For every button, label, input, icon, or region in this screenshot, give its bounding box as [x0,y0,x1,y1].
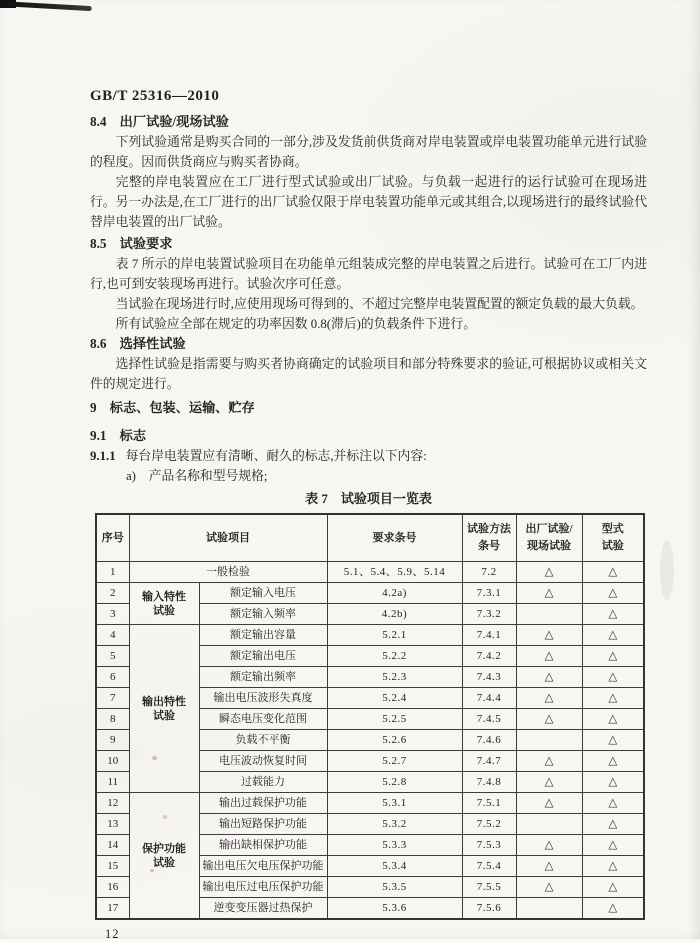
column-header: 型式 试验 [582,514,644,562]
cell-requirement-clause: 5.3.4 [327,856,462,877]
cell-test-method-clause: 7.4.6 [462,730,516,751]
cell-type-test: △ [582,877,644,898]
cell-requirement-clause: 4.2a) [327,583,462,604]
cell-requirement-clause: 5.3.3 [327,835,462,856]
cell-seq: 13 [96,814,129,835]
clause-text: 每台岸电装置应有清晰、耐久的标志,并标注以下内容: [125,449,427,463]
cell-test-method-clause: 7.4.1 [462,625,516,646]
cell-test-method-clause: 7.3.1 [462,583,516,604]
cell-requirement-clause: 5.3.6 [327,898,462,920]
cell-test-item: 输出电压过电压保护功能 [199,877,327,898]
clause-9-1-1 [90,446,647,466]
cell-seq: 2 [96,583,129,604]
paragraph: 当试验在现场进行时,应使用现场可得到的、不超过完整岸电装置配置的额定负载的最大负载。 [115,297,644,311]
page-number: 12 [105,927,120,941]
cell-type-test: △ [582,667,644,688]
cell-type-test: △ [582,898,644,920]
cell-type-test: △ [582,709,644,730]
cell-test-item: 瞬态电压变化范围 [199,709,327,730]
cell-seq: 9 [96,730,129,751]
table-row [96,583,644,604]
cell-test-item: 负载不平衡 [199,730,327,751]
table-row [96,793,644,814]
cell-requirement-clause: 5.2.1 [327,625,462,646]
test-table-body [96,562,644,920]
cell-factory-site-test: △ [516,667,582,688]
cell-requirement-clause: 5.1、5.4、5.9、5.14 [327,562,462,583]
cell-type-test: △ [582,604,644,625]
cell-test-method-clause: 7.4.7 [462,751,516,772]
cell-requirement-clause: 5.2.6 [327,730,462,751]
cell-type-test: △ [582,583,644,604]
cell-type-test: △ [582,751,644,772]
cell-seq: 14 [96,835,129,856]
cell-seq: 17 [96,898,129,920]
clause-number: 9.1.1 [90,449,116,463]
cell-factory-site-test [516,730,582,751]
cell-test-item: 输出电压欠电压保护功能 [199,856,327,877]
cell-requirement-clause: 5.3.2 [327,814,462,835]
cell-test-method-clause: 7.5.4 [462,856,516,877]
test-item-table [95,513,645,920]
cell-test-group: 输入特性 试验 [129,583,199,625]
cell-test-item: 输出电压波形失真度 [199,688,327,709]
cell-type-test: △ [582,688,644,709]
cell-test-method-clause: 7.5.1 [462,793,516,814]
cell-requirement-clause: 5.2.5 [327,709,462,730]
cell-test-item: 逆变变压器过热保护 [199,898,327,920]
cell-seq: 12 [96,793,129,814]
cell-factory-site-test [516,814,582,835]
section-heading-9: 9 标志、包装、运输、贮存 [90,400,255,415]
cell-test-method-clause: 7.4.3 [462,667,516,688]
column-header: 要求条号 [327,514,462,562]
cell-type-test: △ [582,562,644,583]
cell-test-method-clause: 7.3.2 [462,604,516,625]
cell-factory-site-test: △ [516,688,582,709]
cell-factory-site-test [516,604,582,625]
cell-factory-site-test: △ [516,751,582,772]
cell-test-item: 额定输出容量 [199,625,327,646]
cell-factory-site-test: △ [516,625,582,646]
cell-factory-site-test: △ [516,562,582,583]
column-header: 序号 [96,514,129,562]
cell-requirement-clause: 5.3.5 [327,877,462,898]
cell-seq: 6 [96,667,129,688]
cell-test-item: 一般检验 [129,562,327,583]
cell-requirement-clause: 4.2b) [327,604,462,625]
cell-type-test: △ [582,646,644,667]
cell-test-item: 额定输入频率 [199,604,327,625]
cell-requirement-clause: 5.2.8 [327,772,462,793]
cell-factory-site-test [516,898,582,920]
cell-seq: 7 [96,688,129,709]
cell-factory-site-test: △ [516,646,582,667]
section-heading-9-1: 9.1 标志 [90,428,147,443]
cell-test-item: 输出缺相保护功能 [199,835,327,856]
cell-type-test: △ [582,856,644,877]
cell-test-item: 电压波动恢复时间 [199,751,327,772]
cell-seq: 4 [96,625,129,646]
paragraph: 下列试验通常是购买合同的一部分,涉及发货前供货商对岸电装置或岸电装置功能单元进行试验的程度。因而供货商应与购买者协商。 [90,135,647,169]
standard-number: GB/T 25316—2010 [90,88,220,104]
cell-seq: 10 [96,751,129,772]
cell-test-method-clause: 7.4.5 [462,709,516,730]
cell-seq: 16 [96,877,129,898]
paragraph: 完整的岸电装置应在工厂进行型式试验或出厂试验。与负载一起进行的运行试验可在现场进行。另一办法是,在工厂进行的出厂试验仅限于岸电装置功能单元或其组合,以现场进行的最终试验代替岸电装置的出厂试验。 [90,175,647,229]
cell-type-test: △ [582,772,644,793]
cell-seq: 3 [96,604,129,625]
cell-factory-site-test: △ [516,793,582,814]
table-caption: 表 7 试验项目一览表 [305,491,432,506]
section-heading-8-5: 8.5 试验要求 [90,236,173,251]
cell-seq: 5 [96,646,129,667]
cell-test-method-clause: 7.4.4 [462,688,516,709]
cell-test-method-clause: 7.5.3 [462,835,516,856]
paragraph: 所有试验应全部在规定的功率因数 0.8(滞后)的负载条件下进行。 [115,317,477,331]
table-row [96,562,644,583]
cell-factory-site-test: △ [516,583,582,604]
cell-factory-site-test: △ [516,856,582,877]
cell-test-item: 输出短路保护功能 [199,814,327,835]
cell-requirement-clause: 5.2.3 [327,667,462,688]
cell-factory-site-test: △ [516,835,582,856]
cell-factory-site-test: △ [516,709,582,730]
cell-test-group: 输出特性 试验 [129,625,199,793]
cell-test-item: 过载能力 [199,772,327,793]
paragraph: 选择性试验是指需要与购买者协商确定的试验项目和部分特殊要求的验证,可根据协议或相关文件的规定进行。 [90,357,647,391]
cell-requirement-clause: 5.2.4 [327,688,462,709]
cell-test-method-clause: 7.4.2 [462,646,516,667]
section-heading-8-6: 8.6 选择性试验 [90,336,186,351]
cell-test-method-clause: 7.2 [462,562,516,583]
cell-test-item: 额定输入电压 [199,583,327,604]
cell-test-group: 保护功能 试验 [129,793,199,920]
cell-factory-site-test: △ [516,772,582,793]
cell-type-test: △ [582,835,644,856]
cell-test-item: 输出过载保护功能 [199,793,327,814]
paragraph: 表 7 所示的岸电装置试验项目在功能单元组装成完整的岸电装置之后进行。试验可在工厂内进行,也可到安装现场再进行。试验次序可任意。 [90,257,647,291]
cell-seq: 1 [96,562,129,583]
cell-seq: 11 [96,772,129,793]
list-item-a: a) 产品名称和型号规格; [126,469,268,483]
cell-test-method-clause: 7.5.2 [462,814,516,835]
header-row [96,514,644,562]
column-header: 试验项目 [129,514,327,562]
cell-type-test: △ [582,625,644,646]
cell-type-test: △ [582,814,644,835]
cell-seq: 15 [96,856,129,877]
column-header: 出厂试验/ 现场试验 [516,514,582,562]
cell-test-method-clause: 7.5.5 [462,877,516,898]
cell-requirement-clause: 5.2.7 [327,751,462,772]
cell-seq: 8 [96,709,129,730]
cell-test-method-clause: 7.4.8 [462,772,516,793]
cell-test-item: 额定输出频率 [199,667,327,688]
cell-factory-site-test: △ [516,877,582,898]
cell-type-test: △ [582,730,644,751]
column-header: 试验方法 条号 [462,514,516,562]
cell-requirement-clause: 5.3.1 [327,793,462,814]
cell-test-method-clause: 7.5.6 [462,898,516,920]
test-table-head [96,514,644,562]
cell-type-test: △ [582,793,644,814]
cell-requirement-clause: 5.2.2 [327,646,462,667]
section-heading-8-4: 8.4 出厂试验/现场试验 [90,114,229,129]
cell-test-item: 额定输出电压 [199,646,327,667]
table-row [96,625,644,646]
